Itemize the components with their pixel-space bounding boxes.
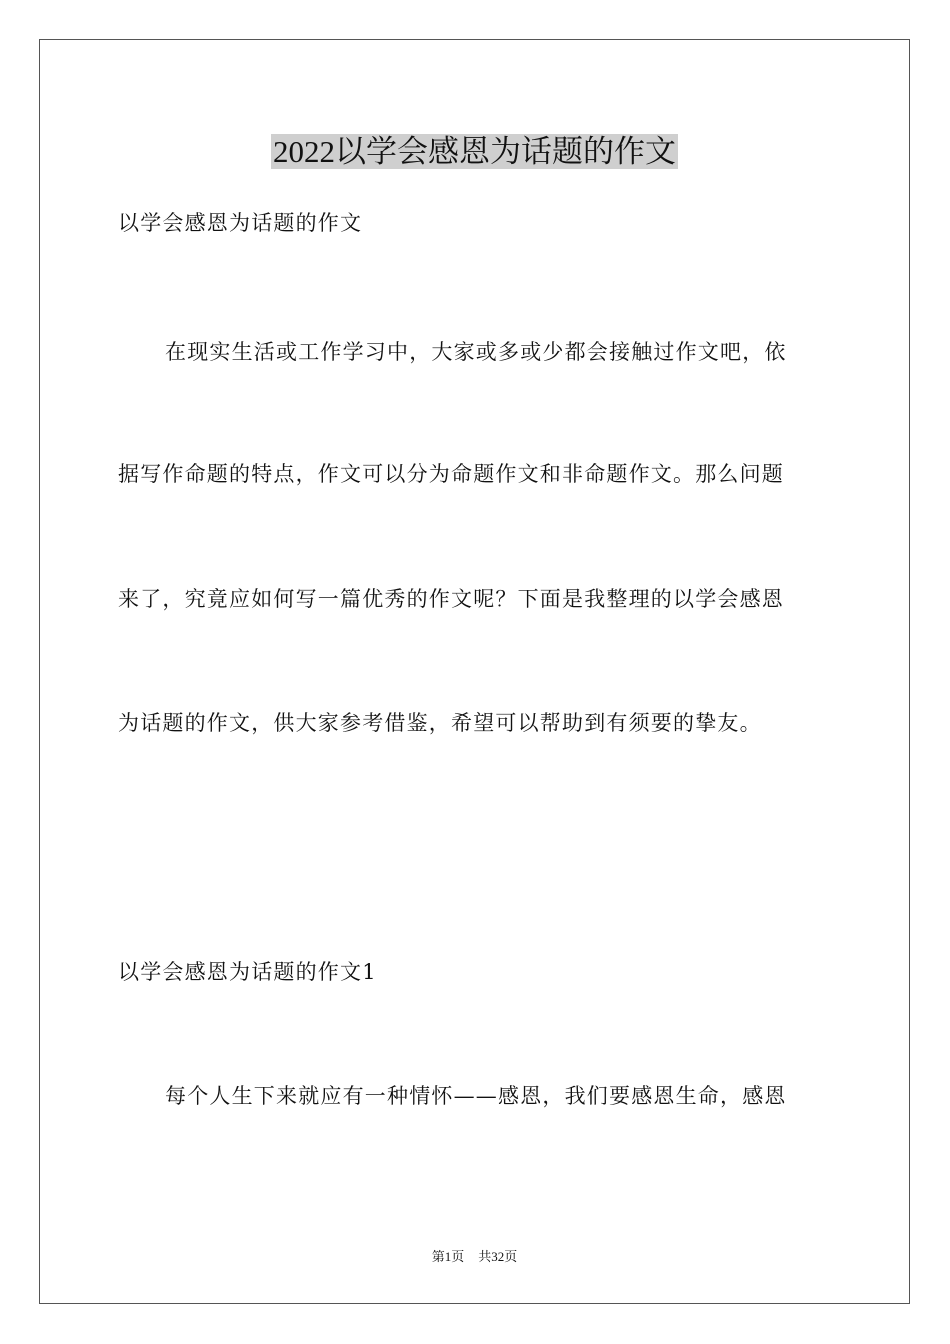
paragraph-line: 为话题的作文，供大家参考借鉴，希望可以帮助到有须要的挚友。 (118, 711, 762, 735)
document-page (39, 39, 910, 1304)
document-title (40, 132, 909, 172)
page-number-current: 第1页 (431, 1249, 465, 1264)
document-title-text: 2022以学会感恩为话题的作文 (273, 134, 676, 169)
section-heading: 以学会感恩为话题的作文1 (118, 960, 377, 984)
page-number-total: 共32页 (478, 1249, 518, 1264)
paragraph-line: 据写作命题的特点，作文可以分为命题作文和非命题作文。那么问题 (118, 462, 784, 486)
page-footer (40, 1248, 909, 1266)
paragraph-line: 来了，究竟应如何写一篇优秀的作文呢？下面是我整理的以学会感恩 (118, 587, 784, 611)
subtitle: 以学会感恩为话题的作文 (118, 211, 363, 235)
paragraph-line: 每个人生下来就应有一种情怀——感恩，我们要感恩生命，感恩 (165, 1084, 787, 1108)
paragraph-line: 在现实生活或工作学习中，大家或多或少都会接触过作文吧，依 (165, 340, 787, 364)
